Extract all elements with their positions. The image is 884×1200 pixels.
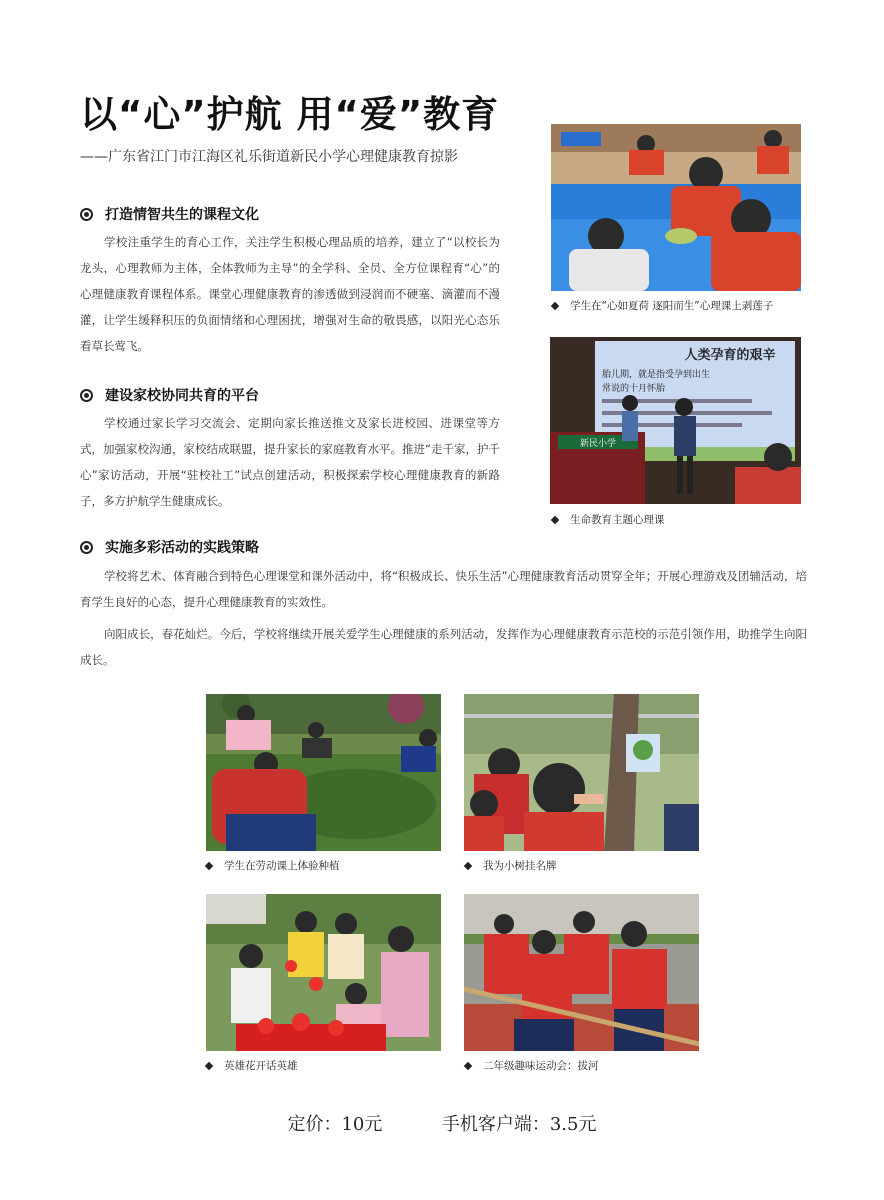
caption-tree-tag <box>465 858 557 873</box>
caption-lotus-class <box>552 298 773 313</box>
photo-lotus-class <box>551 124 801 291</box>
circle-bullet-icon <box>80 541 93 554</box>
section-heading-text: 打造情智共生的课程文化 <box>105 207 259 223</box>
diamond-bullet-icon <box>205 1061 213 1069</box>
caption-text: 学生在劳动课上体验种植 <box>224 860 340 872</box>
caption-planting <box>206 858 340 873</box>
photo-tree-tag <box>464 694 699 851</box>
page-title: 以“心”护航 用“爱”教育 <box>80 93 500 136</box>
screen-line: 常说的十月怀胎 <box>602 384 666 394</box>
section-heading-home-school <box>80 385 259 405</box>
page-subtitle: ——广东省江门市江海区礼乐街道新民小学心理健康教育掠影 <box>80 149 458 165</box>
section-heading-course <box>80 204 259 224</box>
mobile-price: 手机客户端：3.5元 <box>441 1114 597 1135</box>
section-paragraph-activities: 学校将艺术、体育融合到特色心理课堂和课外活动中，将“积极成长、快乐生活”心理健康教育活动贯穿全年；开展心理游戏及团辅活动，培育学生良好的心态，提升心理健康教育的实效性。 <box>80 569 807 609</box>
section-paragraph-closing: 向阳成长，春花灿烂。今后，学校将继续开展关爱学生心理健康的系列活动，发挥作为心理健康教育示范校的示范引领作用，助推学生向阳成长。 <box>80 627 807 667</box>
caption-text: 我为小树挂名牌 <box>483 860 557 872</box>
screen-line: 胎儿期，就是指受孕到出生 <box>602 370 711 380</box>
caption-text: 英雄花开话英雄 <box>224 1060 298 1072</box>
section-paragraph-course: 学校注重学生的育心工作，关注学生积极心理品质的培养，建立了“以校长为龙头，心理教师为主体，全体教师为主导”的全学科、全员、全方位课程育“心”的心理健康教育课程体系。课堂心理健康教育的渗透做到浸润而不硬塞、滴灌而不漫灌，让学生缓释积压的负面情绪和心理困扰，增强对生命的敬畏感，以阳光心态乐看草长莺飞。 <box>80 235 500 353</box>
print-price: 定价：10元 <box>287 1114 383 1135</box>
diamond-bullet-icon <box>464 861 472 869</box>
photo-planting <box>206 694 441 851</box>
diamond-bullet-icon <box>464 1061 472 1069</box>
caption-text: 学生在“心如夏荷 逐阳而生”心理课上剥莲子 <box>570 300 774 312</box>
section-heading-text: 实施多彩活动的实践策略 <box>105 540 259 556</box>
section-heading-text: 建设家校协同共育的平台 <box>105 388 259 404</box>
circle-bullet-icon <box>80 389 93 402</box>
photo-tug-of-war <box>464 894 699 1051</box>
diamond-bullet-icon <box>205 861 213 869</box>
screen-title: 人类孕育的艰辛 <box>684 348 776 363</box>
diamond-bullet-icon <box>551 515 559 523</box>
podium-label: 新民小学 <box>579 439 617 449</box>
caption-life-education <box>552 512 665 527</box>
price-footer <box>0 1110 884 1136</box>
section-paragraph-home-school: 学校通过家长学习交流会、定期向家长推送推文及家长进校园、进课堂等方式，加强家校沟通，家校结成联盟，提升家长的家庭教育水平。推进“走千家，护千心”家访活动，开展“驻校社工”试点创建活动，积极探索学校心理健康教育的新路子，多方护航学生健康成长。 <box>80 416 500 508</box>
caption-text: 二年级趣味运动会：拔河 <box>483 1060 599 1072</box>
circle-bullet-icon <box>80 208 93 221</box>
diamond-bullet-icon <box>551 301 559 309</box>
photo-life-education <box>550 337 801 504</box>
caption-text: 生命教育主题心理课 <box>570 514 665 526</box>
caption-tug-of-war <box>465 1058 599 1073</box>
photo-hero-flowers <box>206 894 441 1051</box>
section-heading-activities <box>80 537 259 557</box>
caption-hero-flowers <box>206 1058 298 1073</box>
